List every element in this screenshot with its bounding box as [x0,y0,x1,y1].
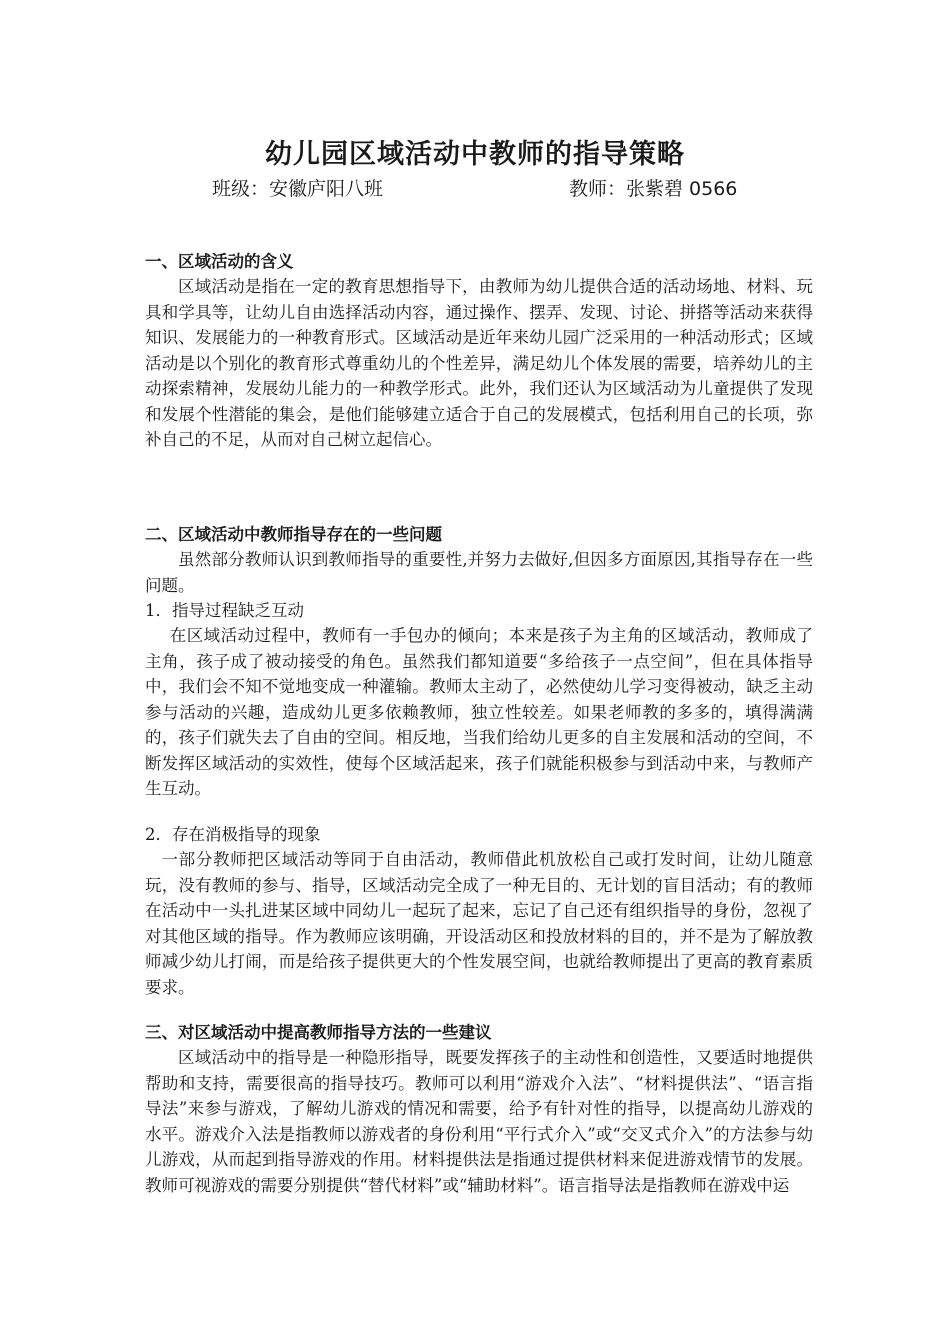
section-1 [145,249,813,453]
class-info: 班级：安徽庐阳八班 [212,178,384,200]
teacher-info: 教师：张紫碧 0566 [569,178,738,200]
section-1-paragraph: 区域活动是指在一定的教育思想指导下，由教师为幼儿提供合适的活动场地、材料、玩具和学具等，让幼儿自由选择活动内容，通过操作、摆弄、发现、讨论、拼搭等活动来获得知识、发展能力的一种教育形式。区域活动是近年来幼儿园广泛采用的一种活动形式；区域活动是以个别化的教育形式尊重幼儿的个性差异，满足幼儿个体发展的需要，培养幼儿的主动探索精神，发展幼儿能力的一种教学形式。此外，我们还认为区域活动为儿童提供了发现和发展个性潜能的集会，是他们能够建立适合于自己的发展模式，包括利用自己的长项，弥补自己的不足，从而对自己树立起信心。 [145,277,813,449]
section-2-intro: 虽然部分教师认识到教师指导的重要性,并努力去做好,但因多方面原因,其指导存在一些问题。 [145,550,813,595]
section-3-paragraph: 区域活动中的指导是一种隐形指导，既要发挥孩子的主动性和创造性，又要适时地提供帮助和支持，需要很高的指导技巧。教师可以利用“游戏介入法”、“材料提供法”、“语言指导法”来参与游戏，了解幼儿游戏的情况和需要，给予有针对性的指导，以提高幼儿游戏的水平。游戏介入法是指教师以游戏者的身份利用“平行式介入”或“交叉式介入”的方法参与幼儿游戏，从而起到指导游戏的作用。材料提供法是指通过提供材料来促进游戏情节的发展。教师可视游戏的需要分别提供“替代材料”或“辅助材料”。语言指导法是指教师在游戏中运 [145,1048,813,1195]
section-3 [145,1020,813,1198]
section-2-subheading-2: 2．存在消极指导的现象 [145,825,321,844]
section-2-heading: 二、区域活动中教师指导存在的一些问题 [145,525,442,544]
section-2-subparagraph-1: 在区域活动过程中，教师有一手包办的倾向；本来是孩子为主角的区域活动，教师成了主角，孩子成了被动接受的角色。虽然我们都知道要“多给孩子一点空间”，但在具体指导中，我们会不知不觉地变成一种灌输。教师太主动了，必然使幼儿学习变得被动，缺乏主动参与活动的兴趣，造成幼儿更多依赖教师，独立性较差。如果老师教的多多的，填得满满的，孩子们就失去了自由的空间。相反地，当我们给幼儿更多的自主发展和活动的空间，不断发挥区域活动的实效性，使每个区域活起来，孩子们就能积极参与到活动中来，与教师产生互动。 [145,626,813,798]
section-2-subheading-1: 1．指导过程缺乏互动 [145,601,304,620]
section-2-part-2 [145,822,813,1000]
section-1-heading: 一、区域活动的含义 [145,252,294,271]
section-2-subparagraph-2: 一部分教师把区域活动等同于自由活动，教师借此机放松自己或打发时间，让幼儿随意玩，没有教师的参与、指导，区域活动完全成了一种无目的、无计划的盲目活动；有的教师在活动中一头扎进某区域中同幼儿一起玩了起来，忘记了自己还有组织指导的身份，忽视了对其他区域的指导。作为教师应该明确，开设活动区和投放材料的目的，并不是为了解放教师减少幼儿打闹，而是给孩子提供更大的个性发展空间，也就给教师提出了更高的教育素质要求。 [145,850,813,997]
section-2 [145,522,813,802]
section-3-heading: 三、对区域活动中提高教师指导方法的一些建议 [145,1023,492,1042]
document-title: 幼儿园区域活动中教师的指导策略 [265,139,685,170]
